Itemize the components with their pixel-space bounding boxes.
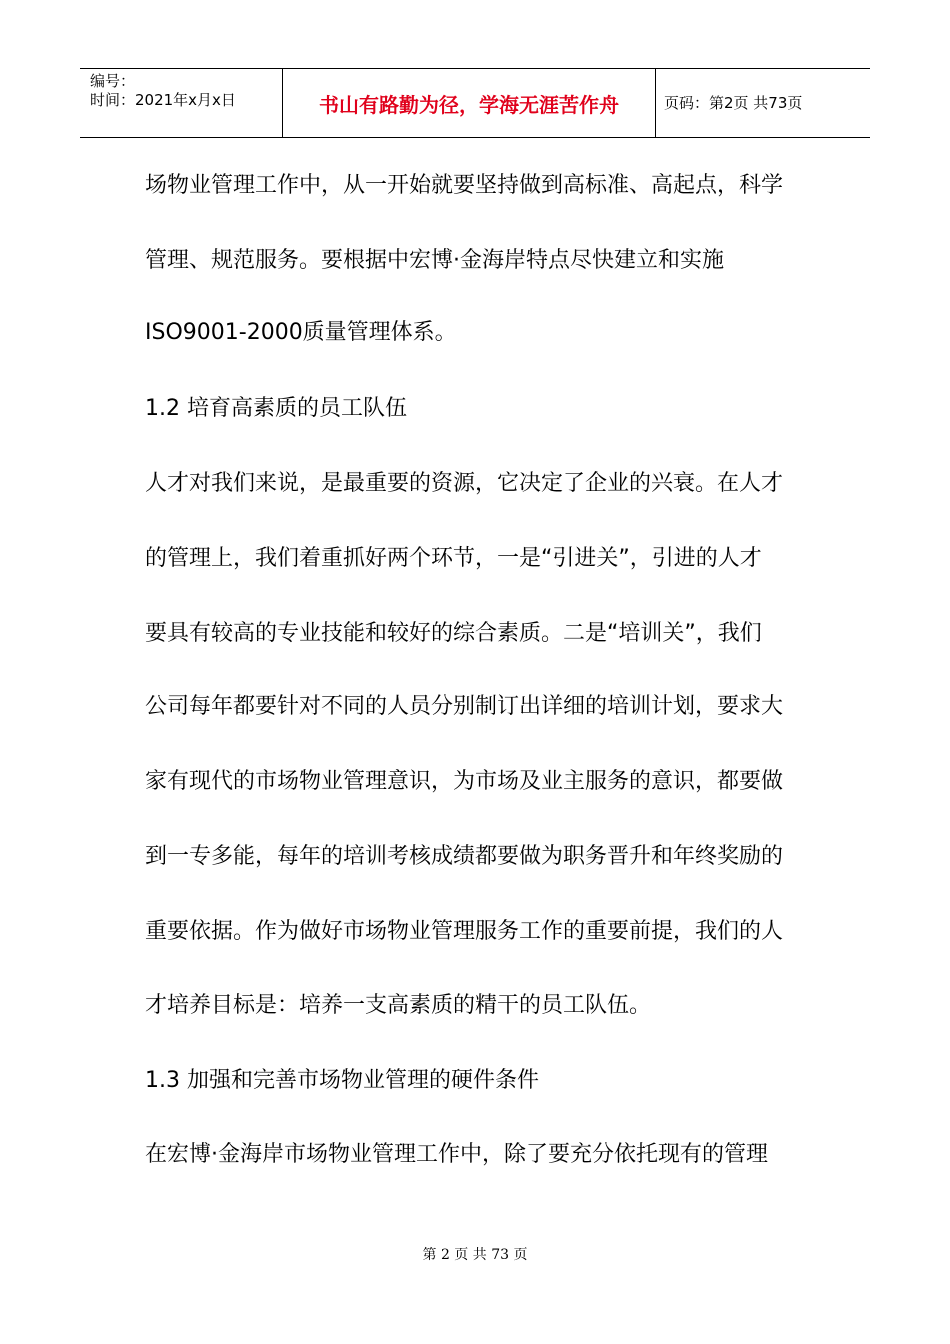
section-heading: 1.3 加强和完善市场物业管理的硬件条件 [145,1068,539,1093]
body-line: 公司每年都要针对不同的人员分别制订出详细的培训计划，要求大 [145,694,784,719]
body-line: 到一专多能，每年的培训考核成绩都要做为职务晋升和年终奖励的 [145,844,784,869]
body-line: 人才对我们来说，是最重要的资源，它决定了企业的兴衰。在人才 [145,471,784,496]
header-motto: 书山有路勤为径，学海无涯苦作舟 [319,93,619,117]
document-time-label: 时间：2021年x月x日 [90,91,236,109]
body-line: 才培养目标是：培养一支高素质的精干的员工队伍。 [145,993,652,1018]
body-line: 场物业管理工作中，从一开始就要坚持做到高标准、高起点，科学 [145,173,784,198]
body-line: 的管理上，我们着重抓好两个环节，一是“引进关”，引进的人才 [145,546,762,571]
page-header [80,68,870,138]
section-heading: 1.2 培育高素质的员工队伍 [145,396,407,421]
header-meta-cell [80,69,283,137]
header-motto-cell [283,69,656,137]
body-line: 家有现代的市场物业管理意识，为市场及业主服务的意识，都要做 [145,769,784,794]
body-line: ISO9001-2000质量管理体系。 [145,320,457,345]
header-page-cell [656,69,870,137]
page-footer: 第 2 页 共 73 页 [422,1247,528,1263]
body-line: 在宏博·金海岸市场物业管理工作中，除了要充分依托现有的管理 [145,1142,768,1167]
document-number-label: 编号： [90,72,136,90]
body-line: 重要依据。作为做好市场物业管理服务工作的重要前提，我们的人 [145,919,784,944]
body-line: 要具有较高的专业技能和较好的综合素质。二是“培训关”，我们 [145,621,762,646]
body-line: 管理、规范服务。要根据中宏博·金海岸特点尽快建立和实施 [145,248,724,273]
header-page-info: 页码：第2页 共73页 [664,94,803,112]
